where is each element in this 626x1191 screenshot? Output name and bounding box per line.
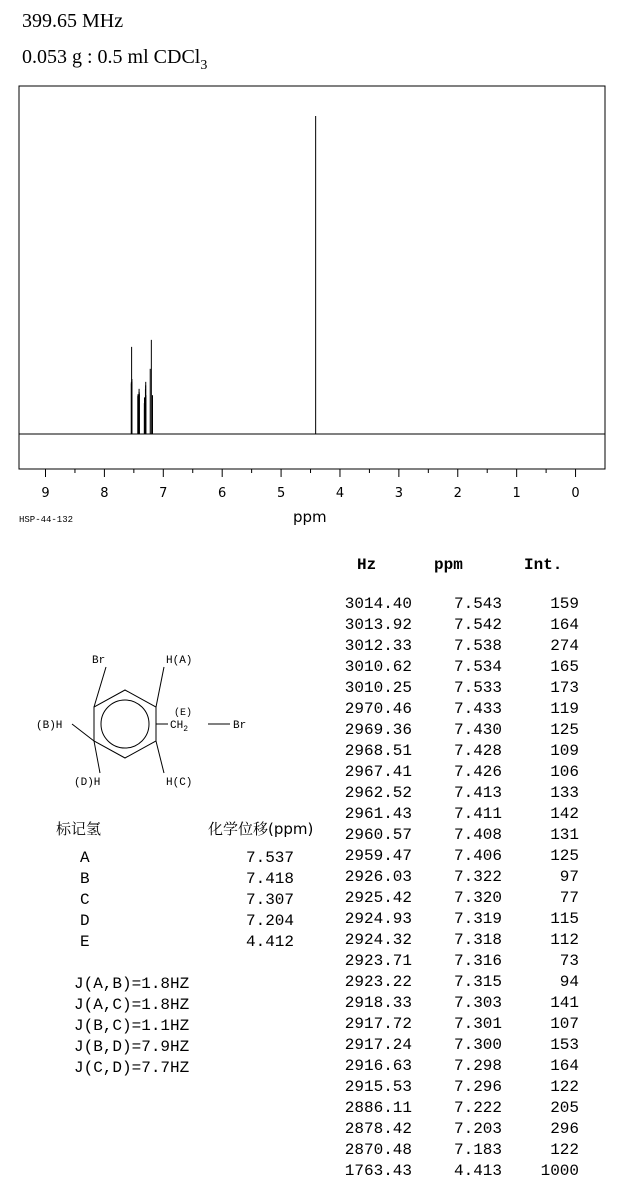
peak-int: 107 [550,1015,579,1033]
sample-subscript: 3 [200,58,208,73]
peak-int: 77 [559,889,579,907]
peak-hz: 2960.57 [344,826,412,844]
table-row [330,636,579,657]
peak-int: 112 [550,931,579,949]
table-row [330,867,579,888]
x-tick-label: 1 [512,486,521,501]
h-b-label: (B)H [36,720,63,732]
x-tick-label: 7 [159,486,168,501]
ch2-label [170,720,188,734]
sample-text: 0.053 g : 0.5 ml CDCl [22,46,201,68]
peak-int: 131 [550,826,579,844]
peak-hz: 2917.24 [344,1036,412,1054]
table-row [330,762,579,783]
peak-int: 164 [550,616,579,634]
peak-int: 119 [550,700,579,718]
peak-ppm: 7.183 [453,1141,502,1159]
peak-ppm: 7.298 [453,1057,502,1075]
peak-int: 73 [559,952,579,970]
peak-ppm: 7.433 [453,700,502,718]
peak-ppm: 7.296 [453,1078,502,1096]
proton-shift: 4.412 [245,933,294,951]
table-row [330,951,579,972]
peak-int: 153 [550,1036,579,1054]
h-d-label: (D)H [74,777,101,789]
coupling-constant: J(A,C)=1.8HZ [74,996,190,1014]
table-row [330,594,579,615]
x-tick-label: 9 [41,486,50,501]
table-row [330,1119,579,1140]
coupling-constants [74,974,189,1079]
peak-int: 1000 [540,1162,579,1180]
peak-ppm: 7.303 [453,994,502,1012]
proton-label: C [80,891,90,909]
peak-ppm: 7.411 [453,805,502,823]
peak-hz: 2959.47 [344,847,412,865]
peak-hz: 2924.93 [344,910,412,928]
peak-ppm: 7.534 [453,658,502,676]
table-row [330,1014,579,1035]
peak-ppm: 7.408 [453,826,502,844]
bond-h-d [94,741,100,773]
peak-int: 159 [550,595,579,613]
assignment-header-label: 标记氢 [56,820,102,838]
peak-hz: 1763.43 [344,1162,412,1180]
peak-ppm: 7.222 [453,1099,502,1117]
peak-hz: 3013.92 [344,616,412,634]
peak-hz: 2923.71 [344,952,412,970]
bond-h-a [156,667,164,707]
list-item [80,932,294,953]
peak-ppm: 7.319 [453,910,502,928]
peak-hz: 2918.33 [344,994,412,1012]
ch2-subscript: 2 [183,725,189,734]
peak-hz: 2915.53 [344,1078,412,1096]
col-header-int: Int. [524,556,563,574]
peak-int: 97 [559,868,579,886]
peak-int: 122 [550,1078,579,1096]
peak-ppm: 7.426 [453,763,502,781]
proton-label: E [80,933,90,951]
x-axis-label: ppm [293,508,327,526]
bond-h-c [156,741,164,773]
proton-shift: 7.537 [245,849,294,867]
x-tick-label: 4 [335,486,345,501]
bond-h-b-stub [72,724,94,741]
plot-frame [19,86,605,469]
proton-label: A [80,849,90,867]
peak-ppm: 7.320 [453,889,502,907]
spectrometer-frequency: 399.65 MHz [22,10,124,32]
h-a-label: H(A) [166,655,193,667]
table-row [330,825,579,846]
peak-hz: 3014.40 [344,595,412,613]
list-item [80,890,294,911]
assignment-header-shift: 化学位移(ppm) [208,820,314,838]
peak-int: 109 [550,742,579,760]
peak-hz: 2924.32 [344,931,412,949]
peak-hz: 2878.42 [344,1120,412,1138]
proton-label: D [80,912,90,930]
peak-ppm: 7.413 [453,784,502,802]
peak-hz: 2870.48 [344,1141,412,1159]
peak-ppm: 7.315 [453,973,502,991]
peak-int: 274 [550,637,579,655]
peak-int: 141 [550,994,579,1012]
peak-hz: 2961.43 [344,805,412,823]
proton-shift: 7.204 [245,912,294,930]
peak-hz: 3010.25 [344,679,412,697]
peak-int: 125 [550,721,579,739]
table-row [330,615,579,636]
x-axis [41,469,579,501]
peak-hz: 2967.41 [344,763,412,781]
peak-table [330,594,579,1182]
peak-ppm: 7.301 [453,1015,502,1033]
nmr-spectrum-chart [0,0,626,540]
list-item [80,869,294,890]
x-tick-label: 2 [453,486,462,501]
peak-layer [131,116,315,434]
table-row [330,1161,579,1182]
coupling-constant: J(B,D)=7.9HZ [74,1038,190,1056]
peak-ppm: 7.300 [453,1036,502,1054]
col-header-ppm: ppm [434,556,463,574]
spectrum-id: HSP-44-132 [19,515,74,525]
coupling-constant: J(B,C)=1.1HZ [74,1017,190,1035]
peak-hz: 2925.42 [344,889,412,907]
table-row [330,783,579,804]
table-row [330,1140,579,1161]
x-tick-label: 5 [276,486,286,501]
x-tick-label: 3 [394,486,404,501]
peak-ppm: 7.322 [453,868,502,886]
peak-int: 142 [550,805,579,823]
col-header-hz: Hz [357,556,377,574]
peak-int: 115 [550,910,579,928]
br-side-label: Br [233,720,247,732]
coupling-constant: J(C,D)=7.7HZ [74,1059,190,1077]
table-row [330,741,579,762]
peak-int: 164 [550,1057,579,1075]
peak-ppm: 7.533 [453,679,502,697]
proton-shift: 7.418 [245,870,294,888]
coupling-constant: J(A,B)=1.8HZ [74,975,190,993]
table-row [330,888,579,909]
x-tick-label: 6 [218,486,227,501]
peak-int: 165 [550,658,579,676]
table-row [330,804,579,825]
peak-ppm: 4.413 [453,1162,502,1180]
peak-int: 94 [559,973,579,991]
peak-ppm: 7.316 [453,952,502,970]
peak-hz: 2917.72 [344,1015,412,1033]
proton-label: B [80,870,90,888]
list-item [80,911,294,932]
table-row [330,1098,579,1119]
peak-hz: 2926.03 [344,868,412,886]
shift-assignments [80,848,294,953]
peak-ppm: 7.318 [453,931,502,949]
h-c-label: H(C) [166,777,193,789]
table-row [330,993,579,1014]
table-row [330,846,579,867]
peak-int: 125 [550,847,579,865]
peak-int: 122 [550,1141,579,1159]
table-row [330,1077,579,1098]
peak-ppm: 7.542 [453,616,502,634]
br-ring-label: Br [92,655,106,667]
peak-hz: 2923.22 [344,973,412,991]
peak-int: 133 [550,784,579,802]
table-row [330,972,579,993]
peak-hz: 2886.11 [344,1099,412,1117]
peak-hz: 2969.36 [344,721,412,739]
table-row [330,699,579,720]
aromatic-circle [101,700,149,748]
peak-ppm: 7.430 [453,721,502,739]
x-tick-label: 0 [571,486,580,501]
peak-ppm: 7.538 [453,637,502,655]
peak-hz: 3012.33 [344,637,412,655]
peak-hz: 2962.52 [344,784,412,802]
list-item [80,848,294,869]
peak-hz: 3010.62 [344,658,412,676]
ch2-text: CH [170,720,184,732]
peak-int: 106 [550,763,579,781]
peak-hz: 2916.63 [344,1057,412,1075]
table-row [330,1056,579,1077]
peak-hz: 2968.51 [344,742,412,760]
peak-hz: 2970.46 [344,700,412,718]
peak-ppm: 7.543 [453,595,502,613]
peak-int: 173 [550,679,579,697]
table-row [330,720,579,741]
e-label: (E) [174,708,193,719]
peak-ppm: 7.428 [453,742,502,760]
proton-shift: 7.307 [245,891,294,909]
table-row [330,909,579,930]
peak-ppm: 7.406 [453,847,502,865]
table-row [330,678,579,699]
table-row [330,930,579,951]
peak-int: 205 [550,1099,579,1117]
peak-ppm: 7.203 [453,1120,502,1138]
x-tick-label: 8 [100,486,109,501]
molecule-structure [30,645,270,795]
peak-int: 296 [550,1120,579,1138]
table-row [330,657,579,678]
table-row [330,1035,579,1056]
